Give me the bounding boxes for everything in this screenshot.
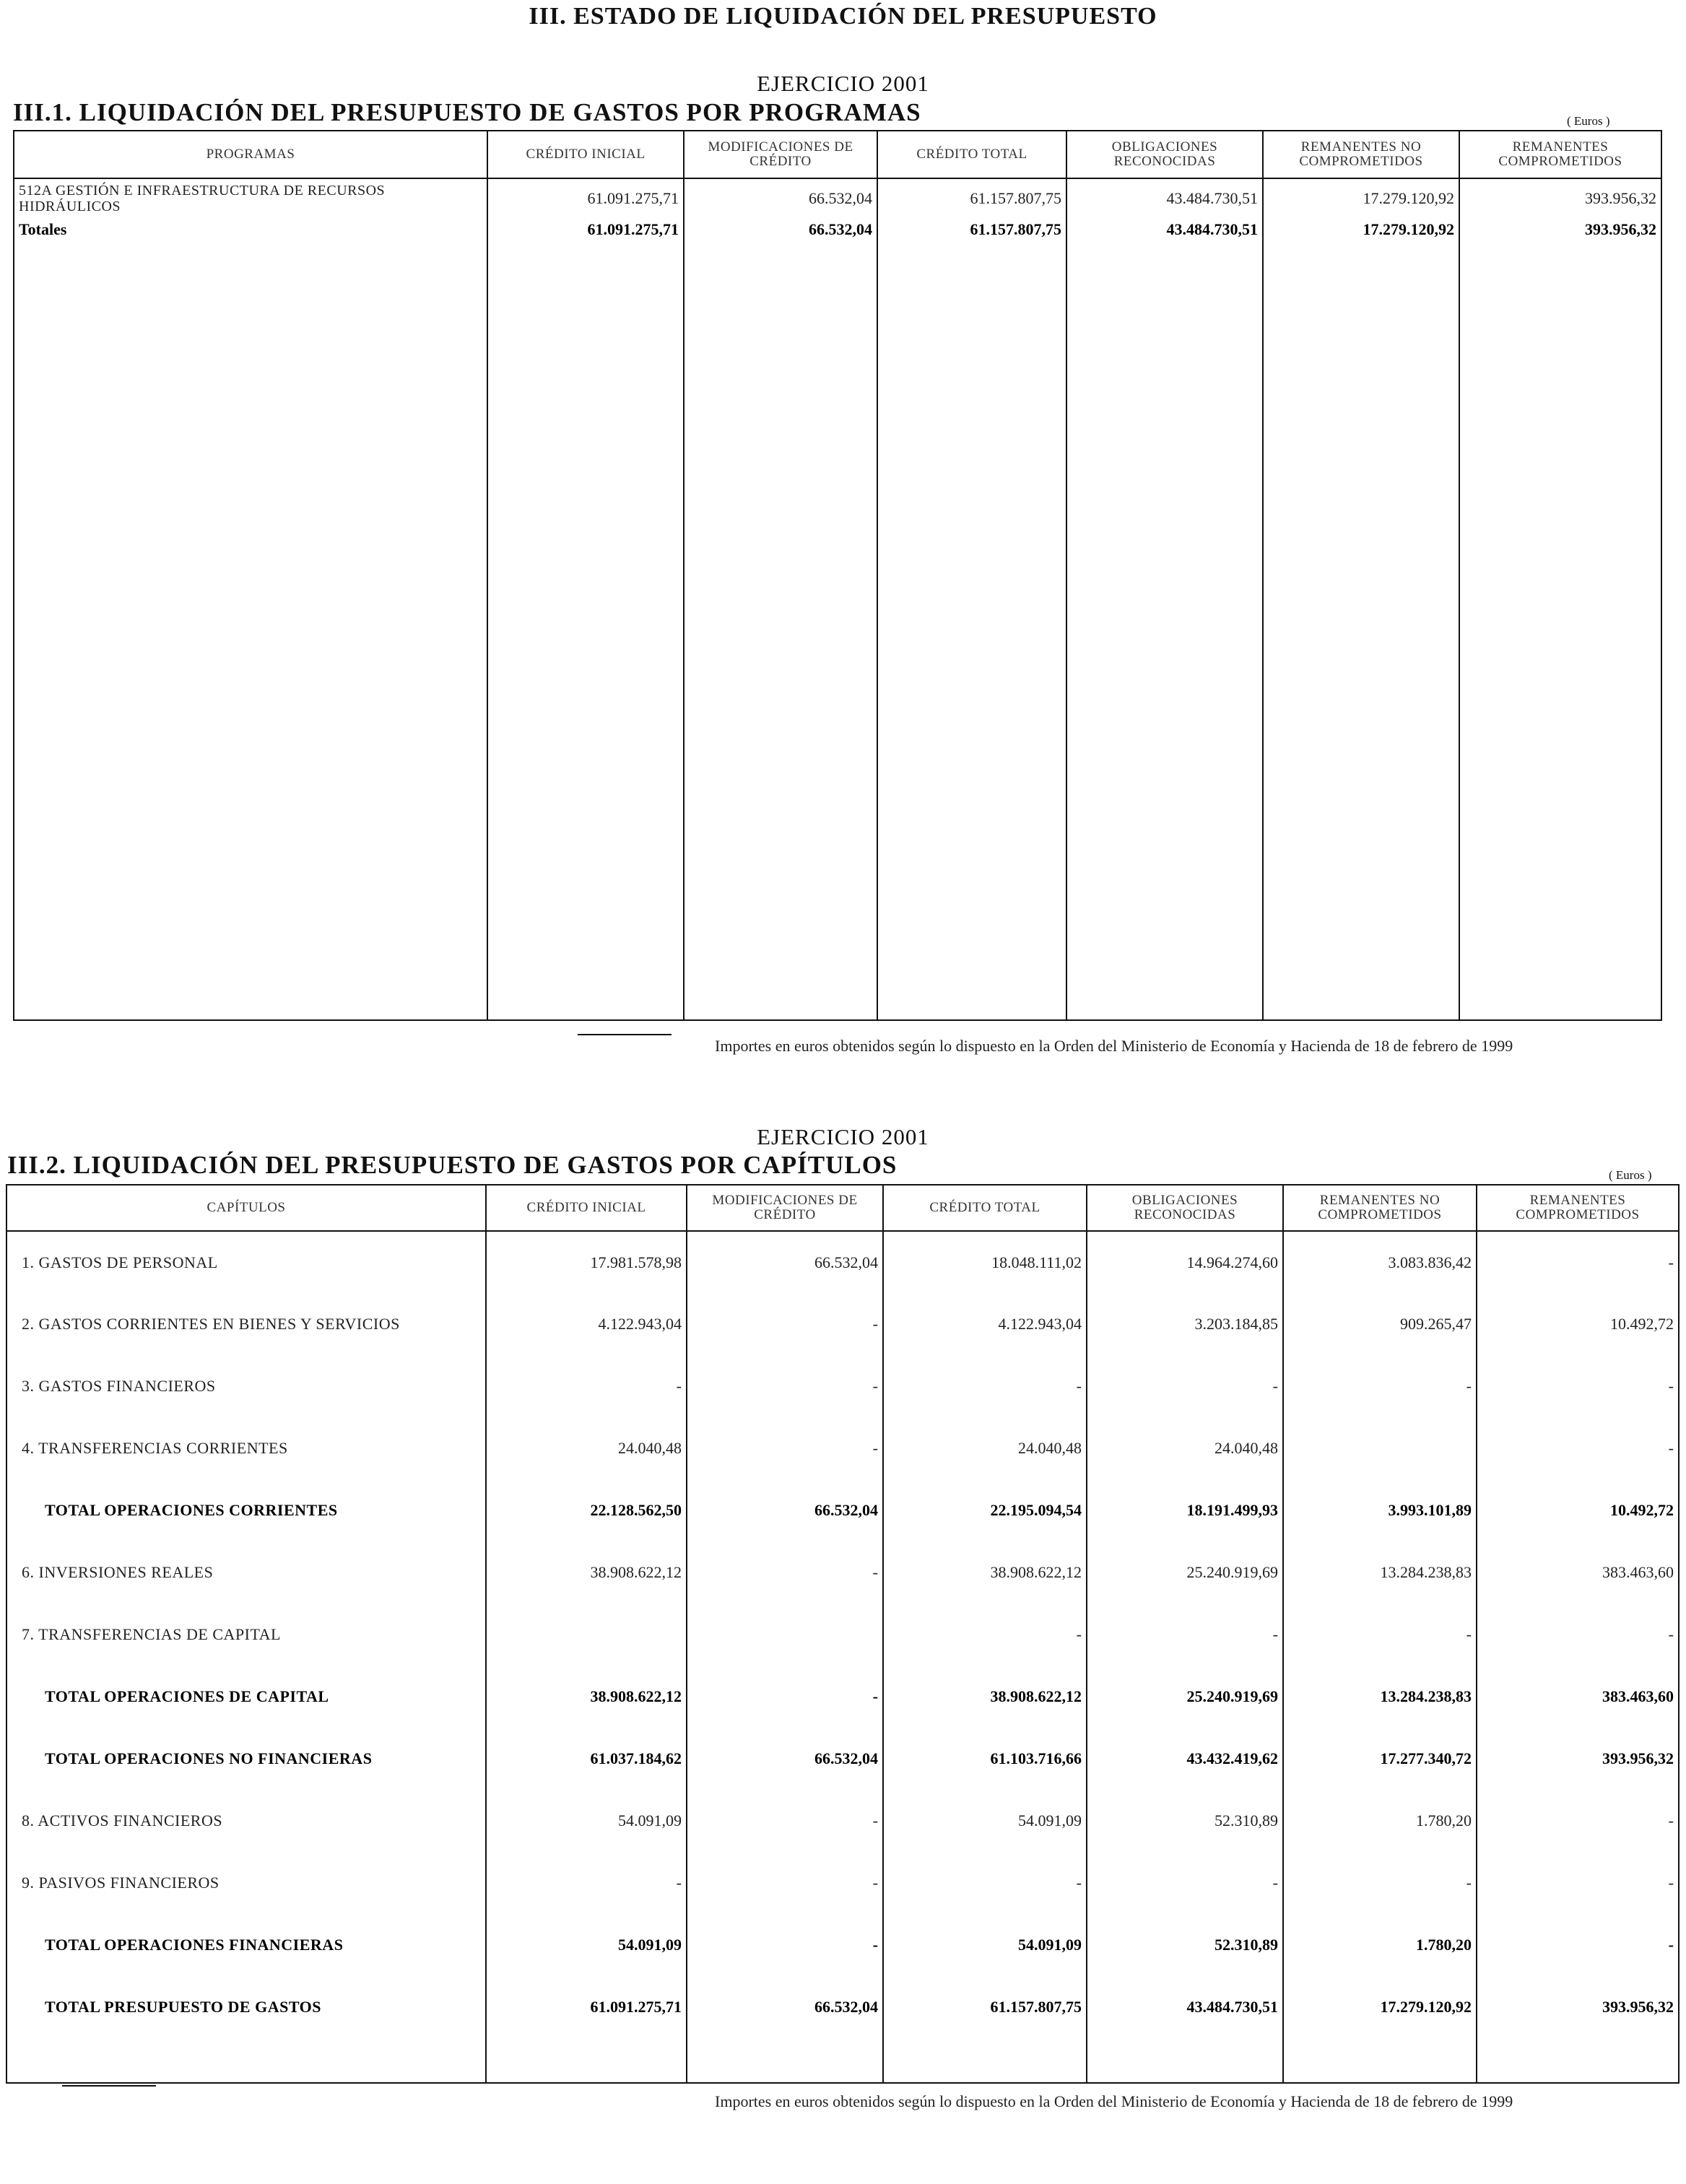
header-remanentes-no-comprometidos: REMANENTES NO COMPROMETIDOS: [1283, 1185, 1477, 1231]
section2-unit: ( Euros ): [1609, 1168, 1652, 1182]
cell-modificaciones: -: [687, 1914, 883, 1976]
cell-credito-inicial: -: [486, 1355, 687, 1417]
cell-credito-inicial: 38.908.622,12: [486, 1666, 687, 1728]
cell-modificaciones: -: [687, 1666, 883, 1728]
header-programas: PROGRAMAS: [14, 131, 487, 178]
cell-remanentes-no: -: [1283, 1852, 1477, 1914]
cell-credito-total: 4.122.943,04: [883, 1293, 1087, 1355]
cell-credito-inicial: 17.981.578,98: [486, 1231, 687, 1293]
cell-credito-total: 24.040,48: [883, 1417, 1087, 1479]
header-credito-total: CRÉDITO TOTAL: [877, 131, 1066, 178]
cell-remanentes-no: 1.780,20: [1283, 1914, 1477, 1976]
empty-filler-row: [6, 2038, 1679, 2083]
section2-footnote: Importes en euros obtenidos según lo dispuesto en la Orden del Ministerio de Economía y Hacienda de 18 de febrero de 1999: [715, 2092, 1513, 2110]
cell-remanentes-comp: 10.492,72: [1477, 1479, 1679, 1541]
header-credito-total: CRÉDITO TOTAL: [883, 1185, 1087, 1231]
cell-obligaciones: -: [1087, 1355, 1283, 1417]
chapter-label: TOTAL OPERACIONES NO FINANCIERAS: [6, 1728, 486, 1790]
chapter-label: 4. TRANSFERENCIAS CORRIENTES: [6, 1417, 486, 1479]
cell-obligaciones: 43.432.419,62: [1087, 1728, 1283, 1790]
header-obligaciones: OBLIGACIONES RECONOCIDAS: [1066, 131, 1263, 178]
total-row: [6, 1479, 1679, 1541]
header-remanentes-no-comprometidos: REMANENTES NO COMPROMETIDOS: [1263, 131, 1459, 178]
section1-title: III.1. LIQUIDACIÓN DEL PRESUPUESTO DE GASTOS POR PROGRAMAS: [13, 98, 921, 126]
cell-remanentes-comp: -: [1477, 1790, 1679, 1852]
cell-remanentes-no: -: [1283, 1604, 1477, 1666]
cell-remanentes-comp: -: [1477, 1355, 1679, 1417]
cell-obligaciones: 3.203.184,85: [1087, 1293, 1283, 1355]
cell-modificaciones: -: [687, 1541, 883, 1604]
cell-credito-inicial: 54.091,09: [486, 1790, 687, 1852]
empty-filler-row: [14, 242, 1661, 1020]
chapter-label: TOTAL PRESUPUESTO DE GASTOS: [6, 1976, 486, 2038]
cell-credito-inicial: [486, 1604, 687, 1666]
cell-remanentes-no: 17.279.120,92: [1263, 178, 1459, 217]
header-capitulos: CAPÍTULOS: [6, 1185, 486, 1231]
cell-credito-total: -: [883, 1355, 1087, 1417]
cell-credito-total: 22.195.094,54: [883, 1479, 1087, 1541]
table-row: [14, 178, 1661, 217]
cell-credito-total: 61.157.807,75: [883, 1976, 1087, 2038]
chapter-label: TOTAL OPERACIONES FINANCIERAS: [6, 1914, 486, 1976]
header-remanentes-comprometidos: REMANENTES COMPROMETIDOS: [1477, 1185, 1679, 1231]
footnote-rule: [578, 1034, 672, 1035]
table-row: [6, 1417, 1679, 1479]
cell-modificaciones: 66.532,04: [687, 1479, 883, 1541]
cell-credito-total: 38.908.622,12: [883, 1666, 1087, 1728]
chapter-label: TOTAL OPERACIONES DE CAPITAL: [6, 1666, 486, 1728]
totals-row: [14, 217, 1661, 242]
cell-credito-total: -: [883, 1604, 1087, 1666]
total-credito-inicial: 61.091.275,71: [487, 217, 684, 242]
chapter-label: 8. ACTIVOS FINANCIEROS: [6, 1790, 486, 1852]
table-row: [6, 1293, 1679, 1355]
cell-credito-inicial: 61.091.275,71: [486, 1976, 687, 2038]
header-credito-inicial: CRÉDITO INICIAL: [487, 131, 684, 178]
chapter-label: TOTAL OPERACIONES CORRIENTES: [6, 1479, 486, 1541]
total-obligaciones: 43.484.730,51: [1066, 217, 1263, 242]
total-row: [6, 1914, 1679, 1976]
cell-credito-total: 18.048.111,02: [883, 1231, 1087, 1293]
cell-modificaciones: -: [687, 1852, 883, 1914]
cell-credito-total: 61.103.716,66: [883, 1728, 1087, 1790]
header-remanentes-comprometidos: REMANENTES COMPROMETIDOS: [1459, 131, 1661, 178]
chapter-label: 1. GASTOS DE PERSONAL: [6, 1231, 486, 1293]
cell-modificaciones: -: [687, 1355, 883, 1417]
cell-obligaciones: 52.310,89: [1087, 1914, 1283, 1976]
cell-credito-total: 38.908.622,12: [883, 1541, 1087, 1604]
section1-ejercicio: EJERCICIO 2001: [757, 71, 929, 96]
cell-remanentes-comp: -: [1477, 1417, 1679, 1479]
table-row: [6, 1355, 1679, 1417]
total-row: [6, 1728, 1679, 1790]
cell-modificaciones: [687, 1604, 883, 1666]
cell-remanentes-comp: 393.956,32: [1459, 178, 1661, 217]
cell-credito-inicial: 24.040,48: [486, 1417, 687, 1479]
cell-remanentes-comp: 10.492,72: [1477, 1293, 1679, 1355]
cell-remanentes-comp: 393.956,32: [1477, 1728, 1679, 1790]
cell-credito-inicial: 54.091,09: [486, 1914, 687, 1976]
table-row: [6, 1541, 1679, 1604]
section1-unit: ( Euros ): [1567, 114, 1610, 128]
cell-modificaciones: 66.532,04: [687, 1728, 883, 1790]
cell-modificaciones: -: [687, 1417, 883, 1479]
cell-credito-inicial: 38.908.622,12: [486, 1541, 687, 1604]
table-row: [6, 1852, 1679, 1914]
header-modificaciones: MODIFICACIONES DE CRÉDITO: [684, 131, 877, 178]
footnote-rule: [62, 2085, 156, 2087]
cell-credito-inicial: -: [486, 1852, 687, 1914]
cell-modificaciones: 66.532,04: [687, 1976, 883, 2038]
table-row: [6, 1604, 1679, 1666]
cell-credito-total: 61.157.807,75: [877, 178, 1066, 217]
cell-remanentes-comp: 383.463,60: [1477, 1666, 1679, 1728]
section2-title: III.2. LIQUIDACIÓN DEL PRESUPUESTO DE GASTOS POR CAPÍTULOS: [7, 1151, 898, 1179]
total-credito-total: 61.157.807,75: [877, 217, 1066, 242]
cell-obligaciones: 18.191.499,93: [1087, 1479, 1283, 1541]
section2-table: [6, 1184, 1680, 2084]
cell-remanentes-no: 17.277.340,72: [1283, 1728, 1477, 1790]
cell-modificaciones: -: [687, 1790, 883, 1852]
cell-remanentes-comp: -: [1477, 1852, 1679, 1914]
cell-remanentes-no: 909.265,47: [1283, 1293, 1477, 1355]
cell-obligaciones: 25.240.919,69: [1087, 1666, 1283, 1728]
cell-remanentes-comp: 393.956,32: [1477, 1976, 1679, 2038]
document-title: III. ESTADO DE LIQUIDACIÓN DEL PRESUPUESTO: [529, 3, 1157, 30]
cell-credito-inicial: 4.122.943,04: [486, 1293, 687, 1355]
cell-obligaciones: 14.964.274,60: [1087, 1231, 1283, 1293]
cell-obligaciones: -: [1087, 1604, 1283, 1666]
chapter-label: 6. INVERSIONES REALES: [6, 1541, 486, 1604]
cell-obligaciones: 52.310,89: [1087, 1790, 1283, 1852]
cell-remanentes-no: 17.279.120,92: [1283, 1976, 1477, 2038]
cell-remanentes-comp: 383.463,60: [1477, 1541, 1679, 1604]
cell-obligaciones: 25.240.919,69: [1087, 1541, 1283, 1604]
chapter-label: 7. TRANSFERENCIAS DE CAPITAL: [6, 1604, 486, 1666]
cell-obligaciones: 24.040,48: [1087, 1417, 1283, 1479]
total-row: [6, 1976, 1679, 2038]
header-obligaciones: OBLIGACIONES RECONOCIDAS: [1087, 1185, 1283, 1231]
header-modificaciones: MODIFICACIONES DE CRÉDITO: [687, 1185, 883, 1231]
header-credito-inicial: CRÉDITO INICIAL: [486, 1185, 687, 1231]
table-row: [6, 1790, 1679, 1852]
cell-remanentes-no: 3.993.101,89: [1283, 1479, 1477, 1541]
cell-credito-total: 54.091,09: [883, 1790, 1087, 1852]
cell-modificaciones: 66.532,04: [684, 178, 877, 217]
cell-remanentes-no: [1283, 1417, 1477, 1479]
chapter-label: 3. GASTOS FINANCIEROS: [6, 1355, 486, 1417]
cell-remanentes-comp: -: [1477, 1604, 1679, 1666]
section2-ejercicio: EJERCICIO 2001: [757, 1124, 929, 1149]
cell-credito-inicial: 61.037.184,62: [486, 1728, 687, 1790]
cell-remanentes-comp: -: [1477, 1231, 1679, 1293]
cell-obligaciones: -: [1087, 1852, 1283, 1914]
cell-remanentes-no: -: [1283, 1355, 1477, 1417]
cell-credito-total: 54.091,09: [883, 1914, 1087, 1976]
totals-label: Totales: [14, 217, 487, 242]
section2-body: [6, 1231, 1679, 2083]
total-remanentes-no: 17.279.120,92: [1263, 217, 1459, 242]
total-row: [6, 1666, 1679, 1728]
cell-credito-total: -: [883, 1852, 1087, 1914]
cell-modificaciones: 66.532,04: [687, 1231, 883, 1293]
table-row: [6, 1231, 1679, 1293]
cell-remanentes-no: 1.780,20: [1283, 1790, 1477, 1852]
program-label: 512A GESTIÓN E INFRAESTRUCTURA DE RECURSOS HIDRÁULICOS: [14, 178, 487, 217]
cell-credito-inicial: 61.091.275,71: [487, 178, 684, 217]
chapter-label: 9. PASIVOS FINANCIEROS: [6, 1852, 486, 1914]
cell-remanentes-no: 13.284.238,83: [1283, 1666, 1477, 1728]
cell-remanentes-no: 13.284.238,83: [1283, 1541, 1477, 1604]
cell-obligaciones: 43.484.730,51: [1066, 178, 1263, 217]
section1-footnote: Importes en euros obtenidos según lo dispuesto en la Orden del Ministerio de Economía y Hacienda de 18 de febrero de 1999: [715, 1037, 1513, 1055]
total-remanentes-comp: 393.956,32: [1459, 217, 1661, 242]
cell-credito-inicial: 22.128.562,50: [486, 1479, 687, 1541]
total-modificaciones: 66.532,04: [684, 217, 877, 242]
chapter-label: 2. GASTOS CORRIENTES EN BIENES Y SERVICIOS: [6, 1293, 486, 1355]
cell-obligaciones: 43.484.730,51: [1087, 1976, 1283, 2038]
section1-table: [13, 130, 1662, 1021]
cell-remanentes-no: 3.083.836,42: [1283, 1231, 1477, 1293]
cell-modificaciones: -: [687, 1293, 883, 1355]
cell-remanentes-comp: -: [1477, 1914, 1679, 1976]
